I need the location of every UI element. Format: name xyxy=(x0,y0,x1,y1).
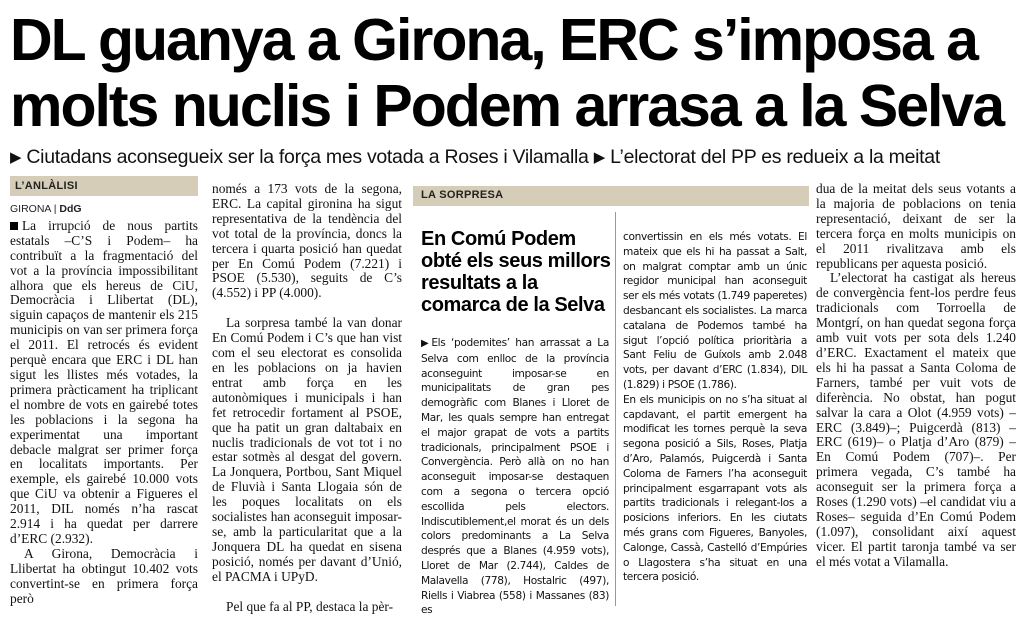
sidebar-title: En Comú Podem obté els seus millors resultats a la comarca de la Selva xyxy=(421,228,611,316)
sidebar-box xyxy=(413,186,809,617)
paragraph-text: Els ‘podemites’ han arrassat a La Selva com enlloc de la província aconseguint imposar-se en municipalitats de gran pes demogràfic com Blanes i Lloret de Mar, les quals sempre han entregat el major grapat de vots a partits tradicionals, principalment PSOE i Convergència. Però allà on no han aconseguit imposar-se destaquen com a segona o tercera opció escollida pels electors. Indiscutiblement,el morat és un dels colors predominants a La Selva després que a Blanes (4.959 vots), Lloret de Mar (2.744), Caldes de Malavella (778), Hostalric (497), Riells i Viabrea (558) i Massanes (83) es xyxy=(421,337,609,617)
paragraph: En els municipis on no s’ha situat al capdavant, el partit emergent ha modificat les tornes perquè la seva segona posició a Sils, Roses, Platja d’Aro, Palamós, Puigcerdà i Santa Coloma de Farners l’ha aconseguit principalment esgarrapant vots als partits tradicionals i relegant-los a posicions inferiors. En les ciutats més grans com Figueres, Banyoles, Calonge, Cassà, Castelló d’Empúries o Llagostera s’ha situat en una tercera posició. xyxy=(623,393,807,584)
paragraph xyxy=(421,336,609,618)
sidebar-column-2 xyxy=(623,230,807,585)
byline-source: DdG xyxy=(59,203,82,215)
column-divider xyxy=(615,212,616,606)
article-column-1 xyxy=(10,176,198,606)
section-tag-surprise: LA SORPRESA xyxy=(421,189,504,201)
paragraph-text: La irrupció de nous partits estatals –C’S i Podem– ha contribuït a la fragmentació del vot a la província impossibilitant alhora que els hereus de CiU, Democràcia i Llibertat (DL), siguin capaços de mantenir els 215 municipis on van ser primera força el 2011. El retrocés és evident perquè encara que ERC i DL han sigut les llistes més votades, la primera pràcticament ha triplicant el nombre de vots en gairebé totes les poblacions i la segona ha experimentat una important debacle malgrat ser primer força en localitats importants. Per exemple, els gairebé 10.000 vots que CiU va obtenir a Figueres el 2011, DIL només n’ha rascat 2.914 i ha quedat per darrere d’ERC (2.932). xyxy=(10,217,198,546)
triangle-bullet-icon: ▶ xyxy=(10,149,22,166)
paragraph: només a 173 vots de la segona, ERC. La capital gironina ha sigut representativa de la tendència del vot total de la província, doncs la tercera i quarta posició han quedat per En Comú Podem (7.221) i PSOE (5.530), seguits de C’s (4.552) i PP (4.000). xyxy=(212,181,402,301)
byline xyxy=(10,202,198,217)
paragraph: La sorpresa també la van donar En Comú Podem i C’s que han vist com el seu electorat es consolida en les poblacions on ja havien entrat amb força en les autonòmiques i municipals i han fet retrocedir fortament al PSOE, que ha patit un gran daltabaix en nuclis tradicionals de vot tot i no estar sotmès al desgat del govern. La Jonquera, Portbou, Sant Miquel de Fluvià i Santa Llogaia són de les poques localitats on els socialistes han aconseguit imposar-se, amb la particularitat que a la Jonquera DL ha quedat en sisena posició, només per davant d’Unió, el PACMA i UPyD. xyxy=(212,315,402,584)
subheadline-part-1: Ciutadans aconsegueix ser la força mes votada a Roses i Vilamalla xyxy=(26,146,589,168)
article-column-3 xyxy=(816,182,1016,570)
headline-line-1: DL guanya a Girona, ERC s’imposa a xyxy=(10,7,977,73)
square-bullet-icon xyxy=(10,222,18,230)
paragraph: Pel que fa al PP, destaca la pèr- xyxy=(226,598,394,614)
section-tag-analysis: L’ANLÀLISI xyxy=(10,176,198,196)
paragraph: A Girona, Democràcia i Llibertat ha obtingut 10.402 vots convertint-se en primera força però xyxy=(10,545,198,606)
byline-separator: | xyxy=(50,203,60,215)
subheadline xyxy=(10,146,940,169)
triangle-bullet-icon: ▶ xyxy=(593,149,605,166)
paragraph: dua de la meitat dels seus votants a la majoria de poblacions on tenia representació, deixant de ser la tercera força en molts municipis on el 2011 rivalitzava amb els republicans per aquesta posició. xyxy=(816,181,1016,271)
byline-city: GIRONA xyxy=(10,203,51,215)
section-tag-bar xyxy=(413,186,809,206)
paragraph: convertissin en els més votats. El mateix que els hi ha passat a Salt, on malgrat comptar amb un únic regidor municipal han aconseguit ser els més votats (1.749 paperetes) desbancant els socialistes. La marca catalana de Podemos també ha sigut l’opció política prioritària a Sant Feliu de Guíxols amb 2.048 vots, per davant d’ERC (1.834), DIL (1.829) i PSOE (1.786). xyxy=(623,231,807,391)
subheadline-part-2: L’electorat del PP es redueix a la meitat xyxy=(610,146,940,168)
paragraph: L’electorat ha castigat als hereus de convergència fent-los perdre feus tradicionals com Torroella de Montgrí, on han quedat segona força amb vuit vots per sota dels 1.240 d’ERC. Exactament el mateix que els hi ha passat a Santa Coloma de Farners, també per vuit vots de diferència. No obstat, han pogut salvar la cara a Olot (4.959 vots) –ERC (3.849)–; Puigcerdà (813) –ERC (619)– o Platja d’Aro (879) –En Comú Podem (707)–. Per primera vegada, C’s també ha aconseguit ser la primera força a Roses (1.290 vots) –el candidat viu a Roses– seguida d’En Comú Podem (1.097), consolidant així aquest vicer. El partit taronja també va ser el més votat a Vilamalla. xyxy=(816,270,1016,569)
headline-line-2: molts nuclis i Podem arrasa a la Selva xyxy=(10,73,1004,139)
triangle-bullet-icon: ▶ xyxy=(421,338,429,349)
paragraph xyxy=(10,219,198,547)
article-column-2 xyxy=(212,182,402,614)
sidebar-column-1 xyxy=(421,336,609,618)
